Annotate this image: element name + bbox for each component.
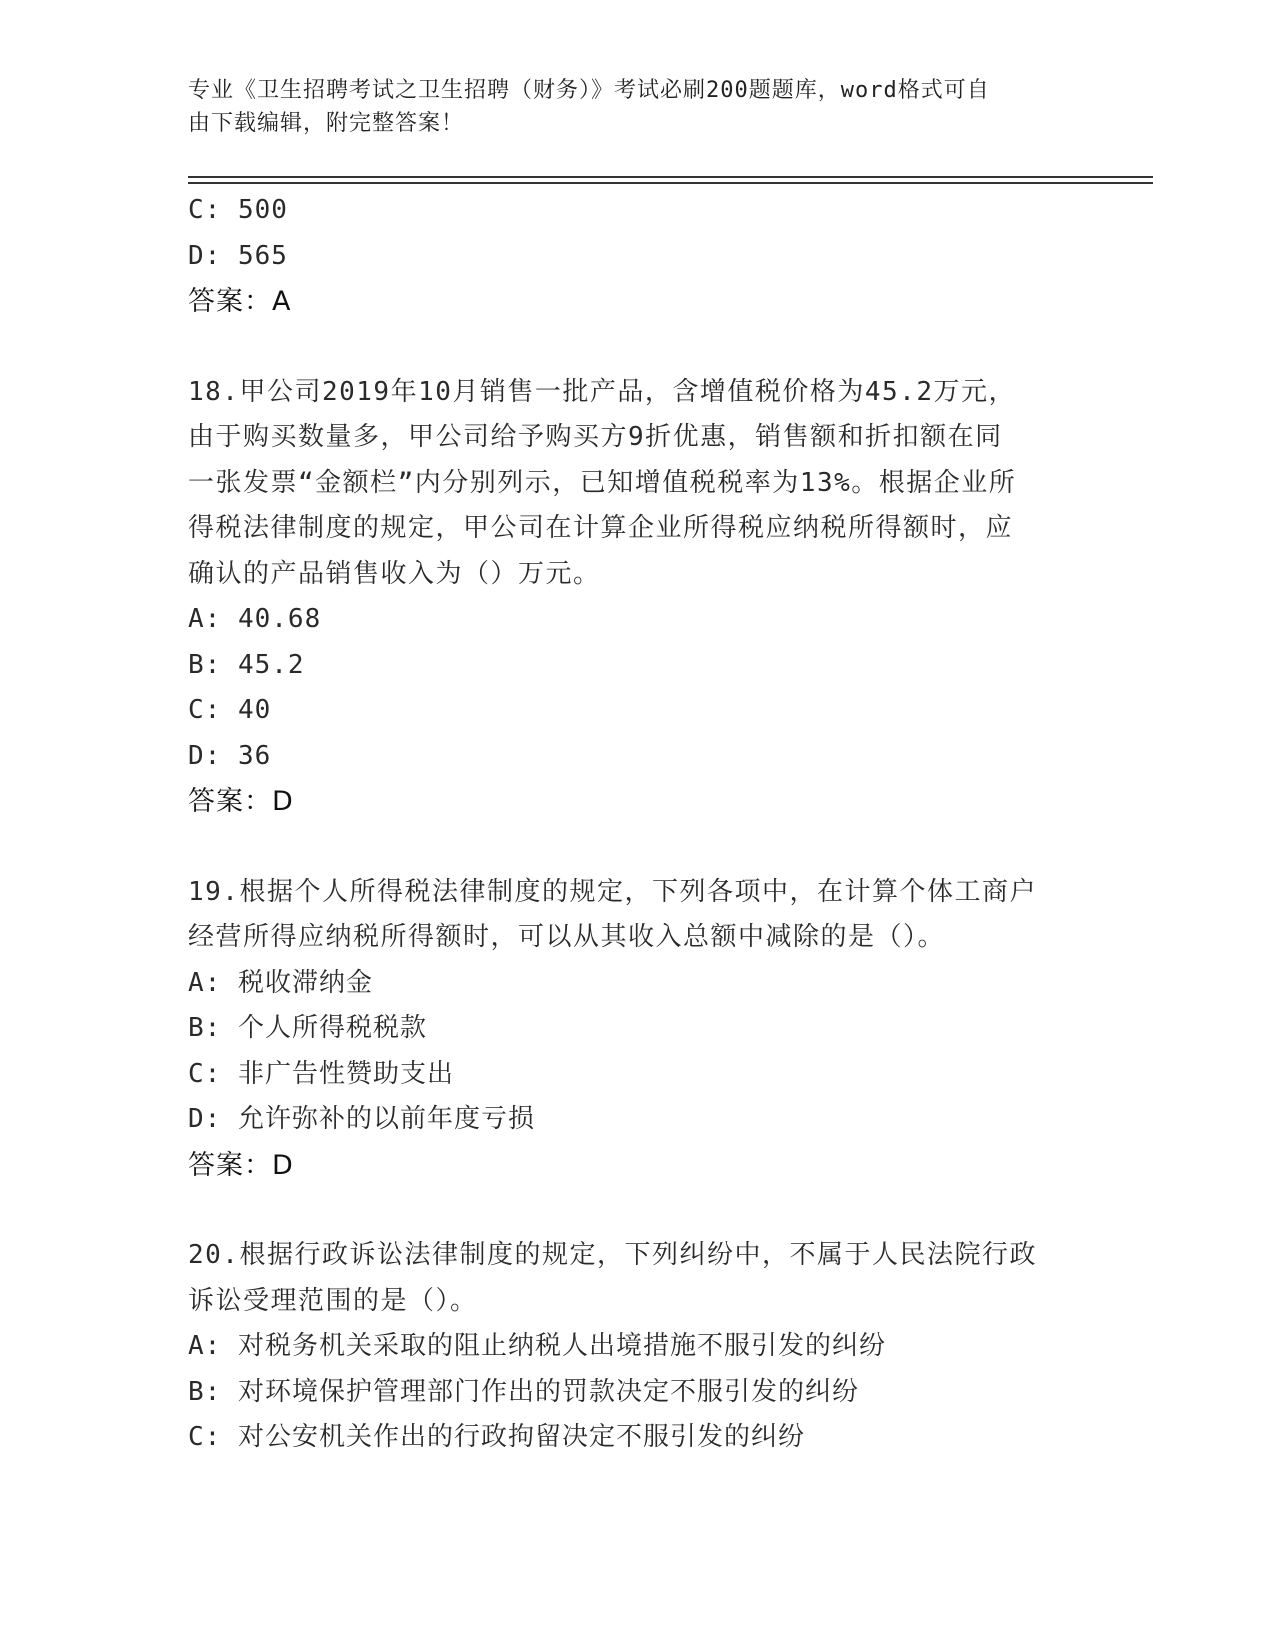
- option-c: C: 40: [188, 695, 272, 725]
- answer-line: 答案：A: [188, 286, 292, 317]
- header-rule-thin: [188, 182, 1153, 184]
- option-c: C: 对公安机关作出的行政拘留决定不服引发的纠纷: [188, 1422, 805, 1452]
- option-d: D: 36: [188, 740, 272, 771]
- option-d: D: 565: [188, 240, 288, 271]
- option-b: B: 45.2: [188, 649, 305, 680]
- option-a: A: 对税务机关采取的阻止纳税人出境措施不服引发的纠纷: [188, 1331, 886, 1361]
- question-stem-line: 一张发票“金额栏”内分别列示，已知增值税税率为13%。根据企业所: [188, 467, 1017, 498]
- spacer: [188, 325, 1088, 370]
- option-a: A: 40.68: [188, 604, 322, 634]
- prev-question: [188, 188, 1088, 325]
- header-line-1: 专业《卫生招聘考试之卫生招聘（财务）》考试必刷200题题库，word格式可自: [188, 78, 990, 103]
- question-stem-line: 19.根据个人所得税法律制度的规定，下列各项中，在计算个体工商户: [188, 876, 1037, 907]
- option-b: B: 个人所得税税款: [188, 1013, 427, 1043]
- answer-line: 答案：D: [188, 786, 294, 817]
- document-header: [188, 74, 1068, 140]
- question-stem-line: 得税法律制度的规定，甲公司在计算企业所得税应纳税所得额时，应: [188, 513, 1014, 543]
- spacer: [188, 825, 1088, 870]
- document-body: [188, 188, 1088, 1461]
- question-18: [188, 370, 1088, 825]
- answer-line: 答案：D: [188, 1149, 294, 1181]
- question-stem-line: 20.根据行政诉讼法律制度的规定，下列纠纷中，不属于人民法院行政: [188, 1240, 1037, 1270]
- question-19: [188, 870, 1088, 1189]
- option-c: C: 500: [188, 195, 288, 225]
- header-line-2: 由下载编辑，附完整答案！: [188, 111, 465, 136]
- question-stem-line: 由于购买数量多，甲公司给予购买方9折优惠，销售额和折扣额在同: [188, 422, 1003, 452]
- option-c: C: 非广告性赞助支出: [188, 1058, 454, 1089]
- question-stem-line: 诉讼受理范围的是（）。: [188, 1285, 478, 1316]
- question-stem-line: 确认的产品销售收入为（）万元。: [188, 558, 601, 589]
- question-stem-line: 经营所得应纳税所得额时，可以从其收入总额中减除的是（）。: [188, 922, 946, 952]
- header-rule-thick: [188, 176, 1153, 178]
- option-a: A: 税收滞纳金: [188, 967, 373, 998]
- option-d: D: 允许弥补的以前年度亏损: [188, 1104, 535, 1134]
- option-b: B: 对环境保护管理部门作出的罚款决定不服引发的纠纷: [188, 1376, 859, 1407]
- spacer: [188, 1188, 1088, 1233]
- question-20: [188, 1233, 1088, 1461]
- question-stem-line: 18.甲公司2019年10月销售一批产品，含增值税价格为45.2万元，: [188, 376, 1016, 407]
